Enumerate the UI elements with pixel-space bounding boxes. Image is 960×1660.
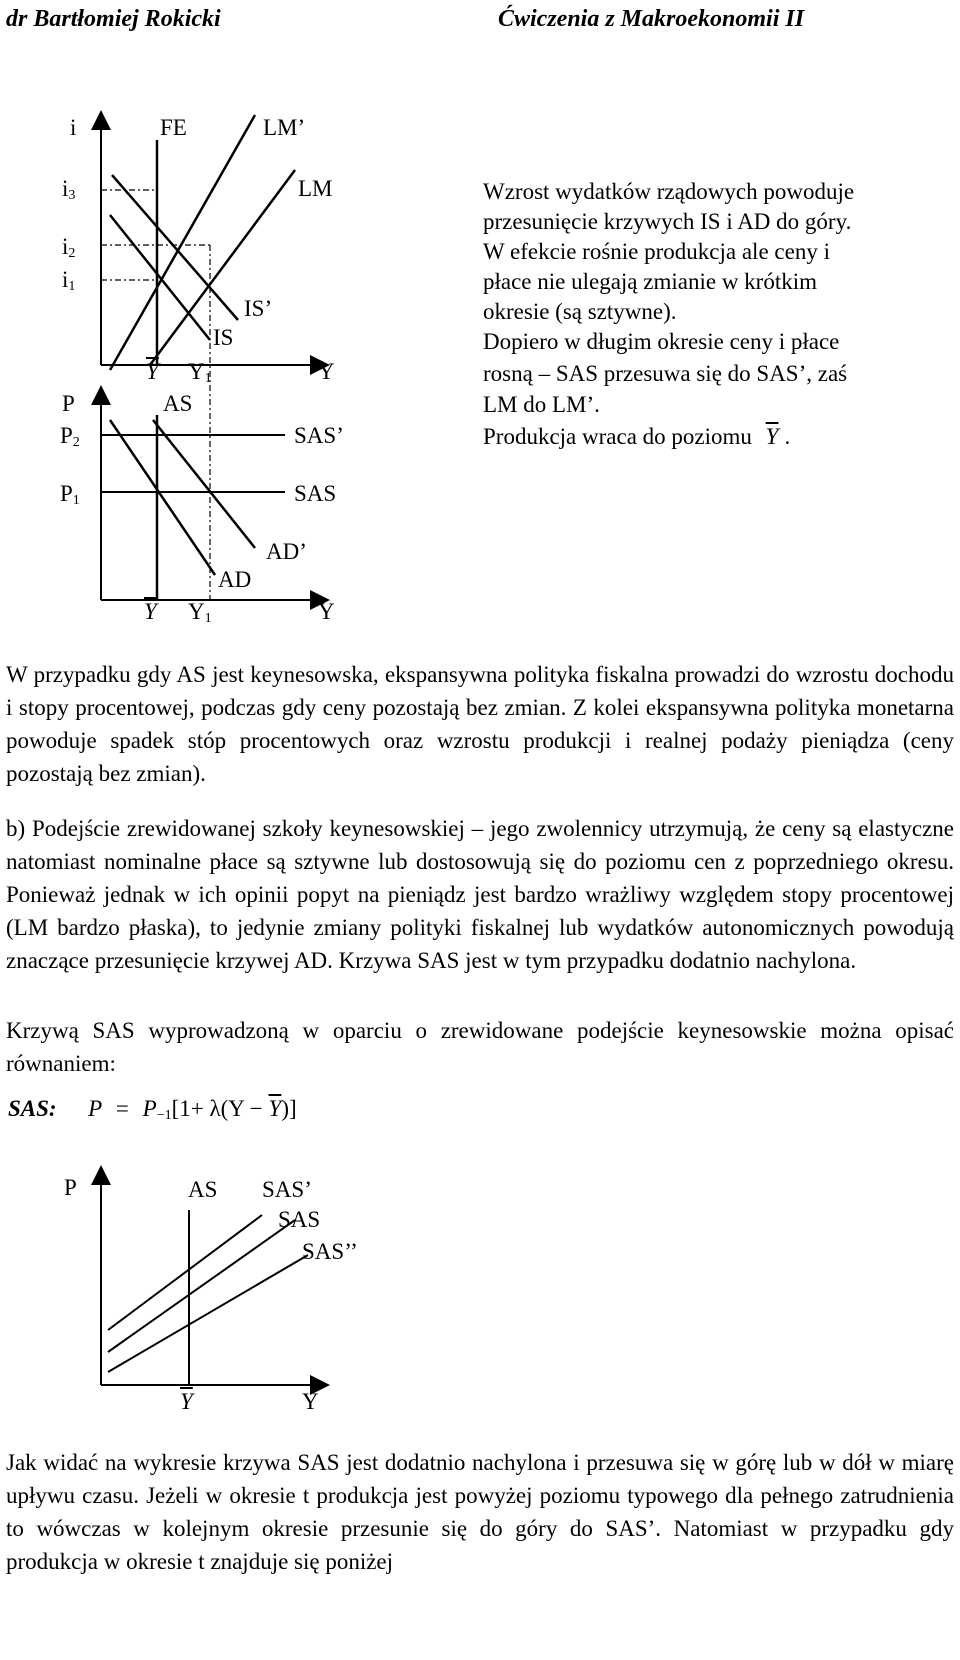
label-ybar-2: $\overline{Y}$ xyxy=(144,599,157,624)
sas-equation: SAS: $P = P_{-1}[1+ \lambda(Y - \overline{Y})]$ xyxy=(8,1096,297,1123)
label-as: AS xyxy=(163,391,193,416)
side-line-4: płace nie ulegają zmianie w krótkim xyxy=(483,269,818,294)
label-ybar: $\overline{Y}$ xyxy=(146,359,159,384)
bottom-label-ybar: $\overline{Y}$ xyxy=(180,1389,193,1414)
side-line-1: Wzrost wydatków rządowych powoduje xyxy=(483,179,855,204)
sas-prime-curve xyxy=(108,1215,262,1330)
label-i: i xyxy=(70,115,77,140)
ad-line xyxy=(110,420,215,575)
label-sas-prime: SAS’ xyxy=(294,423,344,448)
label-fe: FE xyxy=(160,115,187,140)
side-line-2: przesunięcie krzywych IS i AD do góry. xyxy=(483,209,852,234)
label-i2: $i_2$ xyxy=(62,234,76,261)
side-line-9: Produkcja wraca do poziomu $\overline{Y}$ . xyxy=(483,424,791,449)
bottom-label-y: Y xyxy=(302,1389,319,1414)
bottom-label-as: AS xyxy=(188,1177,218,1202)
label-p: P xyxy=(62,391,75,416)
paragraph-4: Jak widać na wykresie krzywa SAS jest dodatnio nachylona i przesuwa się w górę lub w dół w miarę upływu czasu. Jeżeli w okresie t produkcja jest powyżej poziomu typowego dla pełnego zatrudnienia to wówczas w kolejnym okresie przesunie się do góry do SAS’. Natomiast w przypadku gdy produkcja w okresie t znajduje się poniżej xyxy=(6,1450,954,1574)
bottom-label-sas-dprime: SAS’’ xyxy=(302,1239,358,1264)
side-line-5: okresie (są sztywne). xyxy=(483,299,677,324)
label-y-axis: Y xyxy=(318,359,335,384)
side-line-3: W efekcie rośnie produkcja ale ceny i xyxy=(483,239,830,264)
sas-curve xyxy=(108,1220,295,1352)
side-line-8: LM do LM’. xyxy=(483,392,600,417)
label-sas: SAS xyxy=(294,481,337,506)
label-i1: $i_1$ xyxy=(62,267,76,294)
label-y1: $Y_1$ xyxy=(188,359,212,386)
side-line-6: Dopiero w długim okresie ceny i płace xyxy=(483,329,840,354)
label-ad-prime: AD’ xyxy=(266,539,307,564)
label-is: IS xyxy=(213,325,234,350)
paragraph-1: W przypadku gdy AS jest keynesowska, ekspansywna polityka fiskalna prowadzi do wzrostu dochodu i stopy procentowej, podczas gdy ceny pozostają bez zmian. Z kolei ekspansywna polityka monetarna powoduje spadek stóp procentowych oraz wzrostu produkcji i realnej podaży pieniądza (ceny pozostają bez zmian). xyxy=(6,662,954,786)
header-author: dr Bartłomiej Rokicki xyxy=(6,6,221,32)
label-i3: $i_3$ xyxy=(62,176,76,203)
paragraph-3: Krzywą SAS wyprowadzoną w oparciu o zrewidowane podejście keynesowskie można opisać równaniem: xyxy=(6,1018,954,1076)
header-course: Ćwiczenia z Makroekonomii II xyxy=(498,6,805,32)
is-line xyxy=(110,215,210,340)
label-ad: AD xyxy=(218,567,252,592)
label-p2: $P_2$ xyxy=(60,423,80,450)
equation-label: SAS: xyxy=(8,1096,57,1121)
label-lm-prime: LM’ xyxy=(263,115,306,140)
bottom-label-p: P xyxy=(64,1175,77,1200)
label-lm: LM xyxy=(298,176,333,201)
label-p1: $P_1$ xyxy=(60,481,80,508)
ad-prime-line xyxy=(153,420,255,548)
bottom-label-sas-prime: SAS’ xyxy=(262,1177,312,1202)
label-y1-2: $Y_1$ xyxy=(188,599,212,626)
sas-dprime-curve xyxy=(108,1255,308,1372)
label-y-axis-2: Y xyxy=(318,599,335,624)
paragraph-2: b) Podejście zrewidowanej szkoły keynesowskiej – jego zwolennicy utrzymują, że ceny są elastyczne natomiast nominalne płace są sztywne lub dostosowują się do poziomu cen z poprzedniego okresu. Ponieważ jednak w ich opinii popyt na pieniądz jest bardzo wrażliwy względem stopy procentowej (LM bardzo płaska), to jedynie zmiany polityki fiskalnej lub wydatków autonomicznych powodują znaczące przesunięcie krzywej AD. Krzywa SAS jest w tym przypadku dodatnio nachylona. xyxy=(6,816,954,973)
side-line-7: rosną – SAS przesuwa się do SAS’, zaś xyxy=(483,361,848,386)
label-is-prime: IS’ xyxy=(244,296,273,321)
bottom-label-sas: SAS xyxy=(278,1207,321,1232)
